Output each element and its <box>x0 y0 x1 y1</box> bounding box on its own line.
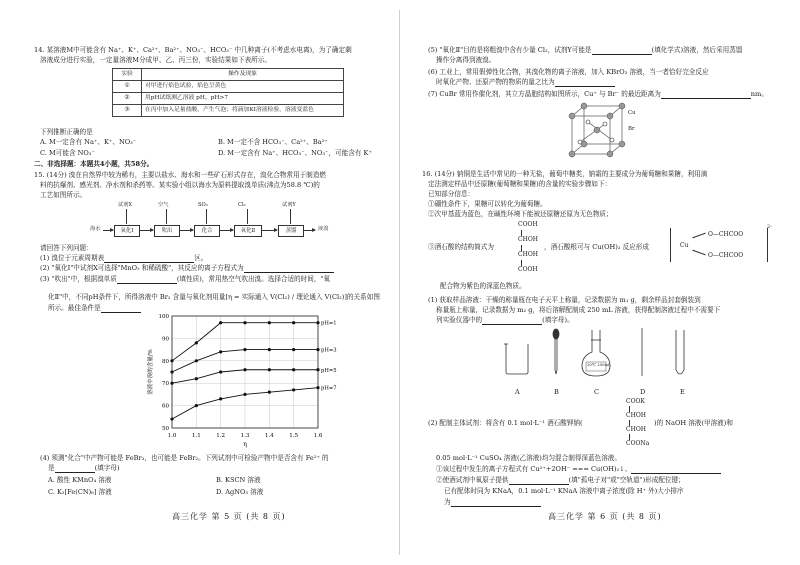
q15-part-5b: 操作分离得到液溴。 <box>436 56 496 64</box>
step-1-line-3: 列实验仪器中的 (填字母)。 <box>436 316 574 324</box>
answer-blank[interactable] <box>592 47 652 55</box>
series-label: pH=7 <box>321 385 337 392</box>
step-2-tail: )的 NaOH 溶液(甲溶液)和 <box>654 419 733 427</box>
x-tick-label: 1.3 <box>240 433 250 439</box>
flow-step-oxidation-1: 氧化Ⅰ <box>114 225 140 237</box>
known-3-mid: ，酒石酸根可与 Cu(OH)₂ 反应形成 <box>544 243 649 251</box>
y-tick-label: 90 <box>162 336 169 343</box>
answer-blank[interactable] <box>244 265 334 273</box>
flow-step-blow: 吹出 <box>154 225 180 237</box>
step-1-line-2: 称量瓶上称量，记录数据为 m₂ g，将后溶解配制成 250 mL 溶液，获得配制溶液过程中不需要下 <box>436 306 721 314</box>
table-row: ③ 在丙中加入足量盐酸，产生气泡；将滴加KI溶液检验，溶液变蓝色 <box>113 105 344 117</box>
step-1-line-1: (1) 获取样品溶液：干燥的称量瓶在电子天平上称量，记录数据为 m₁ g，剩余样品封套倒装到 <box>428 296 701 304</box>
table-header-cell: 操作及现象 <box>142 69 344 81</box>
data-point <box>292 321 295 324</box>
step-2-item-1: ①该过程中发生的离子方程式有 Cu²⁺+2OH⁻ === Cu(OH)₂↓、 <box>436 465 721 474</box>
q14-text-1: 14. 某溶液M中可能含有 Na⁺、K⁺、Ca²⁺、Ba²⁺、NO₃⁻、HCO₃⁻ 中几种离子(不考虑水电离)，为了确定剩 <box>34 46 352 54</box>
crystal-label-cu: Cu <box>628 110 636 116</box>
data-point <box>195 404 198 407</box>
answer-blank[interactable] <box>117 276 177 284</box>
x-tick-label: 1.6 <box>313 433 323 439</box>
y-tick-label: 100 <box>158 314 169 320</box>
answer-blank[interactable] <box>509 477 569 485</box>
page-footer: 高三化学 第 6 页 (共 8 页) <box>548 512 662 521</box>
step-2-line-1: (2) 配制主体试剂：将含有 0.1 mol·L⁻¹ 酒石酸钾钠( <box>428 419 583 427</box>
table-row: ① 对甲进行焰色试验，焰色呈黄色 <box>113 81 344 93</box>
q15-text-1: 15. (14分) 溴在自然界中较为稀有，主要以盐水、海水和一些矿石形式存在，溴化合物常用于制造燃 <box>34 171 326 179</box>
flow-label: 试剂Y <box>282 202 296 208</box>
flow-feed-line <box>126 209 127 224</box>
known-1: ①硼性条件下，果糖可以转化为葡萄糖。 <box>428 200 547 208</box>
series-label: pH=1 <box>321 320 337 327</box>
q15-part-3c: 化Ⅱ"中，不同pH条件下，所得溶液中 Br₂ 含量与氧化剂用量[η = 实际通入 V(Cl₂) / 理论通入 V(Cl₂)]的关系如图 <box>48 293 380 301</box>
q15-option-d: D. AgNO₃ 溶液 <box>216 488 264 496</box>
q15-part-6b: 时氧化产物、还原产物的物质的量之比为 <box>436 78 615 87</box>
series-label: pH=5 <box>321 367 337 374</box>
flow-feed-line <box>290 209 291 224</box>
q15-option-c: C. K₃[Fe(CN)₆] 溶液 <box>48 488 112 496</box>
data-point <box>268 321 271 324</box>
flow-step-combine: 化合 <box>194 225 220 237</box>
instrument-label-b: B <box>554 388 559 396</box>
known-3-tail: 配合物为紫色的深蓝色物质。 <box>440 282 526 290</box>
page-footer: 高三化学 第 5 页 (共 8 页) <box>172 512 286 521</box>
answer-blank[interactable] <box>55 465 95 473</box>
answer-blank[interactable] <box>661 91 751 99</box>
x-tick-label: 1.0 <box>167 433 177 439</box>
flow-step-oxidation-2: 氧化Ⅱ <box>234 225 262 237</box>
data-point <box>170 382 173 385</box>
data-point <box>219 321 222 324</box>
x-tick-label: 1.2 <box>216 433 226 439</box>
data-point <box>292 368 295 371</box>
instrument-label-e: E <box>680 388 685 396</box>
x-tick-label: 1.4 <box>264 433 274 439</box>
right-page: (5) "氧化Ⅱ"目的是将粗溴中含有少量 Cl₂，试剂Y可能是 (填化学式)溶液，然后采用蒸馏 操作分离得到液溴。 (6) 工业上，常用假弹性化合物，其溴化物的离子溶液，加入 KBrO₃ 溶液，当一者恰好完全反应 时氧化产物、还原产物的物质的量之比为 (7) CuBr 常用作催化剂，其立方晶胞结构如图所示，Cu⁺ 与 Br⁻ 的最近距离为 nm。 Cu Br 16. (14分) 钠铜是生活中常见的一种无盐，葡萄中糖类，钠霜的主要成分为葡萄糖和果糖，利用滴 定法测定样品中还原糖(葡萄糖和果糖)的含量的实验步骤如下： 已知部分信息： ①硼性条件下，果糖可以转化为葡萄糖。 ②次甲基蓝为蓝色，在碱性环境下能被还原糖还原为无色物质； COOH CHOH CHOH COOH ③酒石酸的结构简式为 ，酒石酸根可与 Cu(OH)₂ 反应形成 Cu O—CHCOO O—CHCOO 2- 配合物为紫色的深蓝色物质。 (1) 获取样品溶液：干燥的称量瓶在电子天平上称量，记录数据为 m₁ g，剩余样品封套倒装到 称量瓶上称量，记录数据为 m₂ g，将后溶解配制成 250 mL 溶液，获得配制溶液过程中不需要下 列实验仪器中的 (填字母)。 20℃ 250mL A B C D E COOK CHOH CHOH COONa (2) 配制主体试剂：将含有 0.1 mol·L⁻¹ 酒石酸钾钠( )的 NaOH 溶液(甲溶液)和 0.05 mol·L⁻¹ CuSO₄ 溶液(乙溶液)均匀混合制得深蓝色溶液。 ①该过程中发生的离子方程式有 Cu²⁺+2OH⁻ === Cu(OH)₂↓、 ②使酒试剂中氧原子提供 (填"孤电子对"或"空轨道")形成配位键； 已有配体时同为 KNaA，0.1 mol·L⁻¹ KNaA 溶液中离子浓度(除 H⁺ 外)大小排序 为 高三化学 第 6 页 (共 8 页) <box>422 46 772 521</box>
flow-end: 液溴 <box>318 226 329 232</box>
flow-arrow <box>261 230 277 231</box>
data-point <box>219 350 222 353</box>
data-point <box>316 348 319 351</box>
data-point <box>268 391 271 394</box>
flow-label: 试剂X <box>118 202 133 208</box>
q16-text-1: 16. (14分) 钠铜是生活中常见的一种无盐，葡萄中糖类，钠霜的主要成分为葡萄糖和果糖，利用滴 <box>422 170 708 178</box>
flask-label: 20℃ 250mL <box>587 362 611 367</box>
data-point <box>170 417 173 420</box>
q15-part-2: (2) "氧化Ⅰ"中试剂X可选择"MnO₂ 和稀硫酸"，其反应的离子方程式为 <box>40 264 334 273</box>
x-tick-label: 1.1 <box>191 433 201 439</box>
data-point <box>268 348 271 351</box>
flow-label: Cl₂ <box>238 202 246 208</box>
flow-feed-line <box>206 209 207 224</box>
x-tick-label: 1.5 <box>289 433 299 439</box>
data-point <box>195 359 198 362</box>
q15-part-1: (1) 溴位于元素周期表 区。 <box>40 254 208 262</box>
step-2-line-2: 0.05 mol·L⁻¹ CuSO₄ 溶液(乙溶液)均匀混合制得深蓝色溶液。 <box>436 454 621 462</box>
data-point <box>243 348 246 351</box>
data-point <box>195 341 198 344</box>
data-point <box>243 393 246 396</box>
instrument-label-d: D <box>640 388 646 396</box>
answer-blank[interactable] <box>631 466 721 474</box>
data-point <box>219 370 222 373</box>
y-tick-label: 80 <box>162 358 169 365</box>
section-2-heading: 二、非选择题：本题共4小题，共58分。 <box>34 160 154 168</box>
instrument-label-c: C <box>594 388 600 396</box>
q14-ask: 下列推断正确的是 <box>40 128 93 136</box>
table-row: ② 用pH试纸测乙溶液 pH，pH>7 <box>113 93 344 105</box>
q14-option-b: B. M一定不含 HCO₃⁻、Ca²⁺、Ba²⁺ <box>218 138 328 146</box>
flow-label: SO₂ <box>198 202 208 208</box>
q15-part-6: (6) 工业上，常用假弹性化合物，其溴化物的离子溶液，加入 KBrO₃ 溶液，当一者恰好完全反应 <box>428 68 709 76</box>
q15-part-4b: 是 (填字母) <box>48 464 120 472</box>
q15-part-3d: 所示。最佳条件是 <box>48 304 141 313</box>
q15-option-a: A. 酸性 KMnO₄ 溶液 <box>48 476 112 484</box>
data-point <box>170 359 173 362</box>
data-point <box>316 321 319 324</box>
instrument-label-a: A <box>515 388 520 396</box>
q14-option-c: C. M可能含 NO₃⁻ <box>40 149 95 157</box>
data-point <box>316 386 319 389</box>
q14-option-a: A. M一定含有 Na⁺、K⁺、NO₃⁻ <box>40 138 137 146</box>
y-tick-label: 70 <box>162 381 169 388</box>
flow-arrow <box>139 230 153 231</box>
q15-text-2: 料的抗爆剂、感光剂、净水剂和杀药等。某实验小组以海水为原料提取溴单质(沸点为58.8 ℃)的 <box>40 181 320 189</box>
step-2-item-3: 已有配体时同为 KNaA，0.1 mol·L⁻¹ KNaA 溶液中离子浓度(除 H⁺ 外)大小排序 <box>444 487 684 495</box>
crystal-label-br: Br <box>628 126 635 132</box>
data-point <box>268 368 271 371</box>
known-2: ②次甲基蓝为蓝色，在碱性环境下能被还原糖还原为无色物质； <box>428 210 613 218</box>
q14-text-2: 溶液成分进行实验，一定量溶液M分成甲、乙、丙三份，实验结果如下表所示。 <box>40 56 271 64</box>
y-axis-label: 溶液中溴的含量/% <box>148 349 154 395</box>
series-label: pH=3 <box>321 347 337 354</box>
q15-ask: 请回答下列问题： <box>40 244 93 252</box>
step-2-item-2: ②使酒试剂中氧原子提供 (填"孤电子对"或"空轨道")形成配位键； <box>436 476 685 484</box>
q15-text-3: 工艺如图所示。 <box>40 191 87 199</box>
flow-arrow <box>103 230 113 231</box>
flow-arrow <box>179 230 193 231</box>
data-point <box>292 348 295 351</box>
data-point <box>170 370 173 373</box>
data-point <box>292 388 295 391</box>
data-point <box>316 368 319 371</box>
known-3: ③酒石酸的结构简式为 <box>428 243 494 251</box>
data-point <box>243 368 246 371</box>
answer-blank[interactable] <box>104 255 194 263</box>
flow-step-distill: 蒸馏 <box>278 225 304 237</box>
bromine-content-chart <box>140 310 350 450</box>
experiment-table <box>112 68 344 117</box>
data-point <box>195 377 198 380</box>
q15-part-3a: (3) "吹出"中，根据溴单质 (填性质)，常用热空气吹出溴。选择合适的时间，"氧 <box>40 275 331 283</box>
known-info: 已知部分信息： <box>428 190 475 198</box>
answer-blank[interactable] <box>451 499 541 507</box>
q15-part-4a: (4) 须测"化合"中产物可能是 FeBr₃，也可能是 FeBr₂。下列试剂中可检验产物中是否含有 Fe²⁺ 的 <box>40 454 329 462</box>
lab-instruments <box>500 326 700 384</box>
flow-label: 空气 <box>158 202 169 208</box>
q15-part-5: (5) "氧化Ⅱ"目的是将粗溴中含有少量 Cl₂，试剂Y可能是 (填化学式)溶液，然后采用蒸馏 <box>428 46 743 54</box>
q15-option-b: B. KSCN 溶液 <box>216 476 261 484</box>
table-header-cell: 实验 <box>113 69 142 81</box>
flow-feed-line <box>247 209 248 224</box>
answer-blank[interactable] <box>482 317 542 325</box>
q14-option-d: D. M一定含有 Na⁺、HCO₃⁻、NO₃⁻，可能含有 K⁺ <box>218 149 372 157</box>
flow-start: 海水 <box>90 226 101 232</box>
data-point <box>243 321 246 324</box>
q16-text-2: 定法测定样品中还原糖(葡萄糖和果糖)的含量的实验步骤如下： <box>428 180 612 188</box>
beaker-icon <box>506 344 528 374</box>
y-tick-label: 60 <box>162 403 169 410</box>
answer-blank[interactable] <box>555 79 615 87</box>
answer-blank[interactable] <box>101 305 141 313</box>
q15-part-7: (7) CuBr 常用作催化剂，其立方晶胞结构如图所示，Cu⁺ 与 Br⁻ 的最近距离为 nm。 <box>428 90 768 98</box>
step-2-item-4: 为 <box>444 498 541 507</box>
flow-feed-line <box>166 209 167 224</box>
flow-arrow <box>219 230 233 231</box>
data-point <box>219 397 222 400</box>
y-tick-label: 50 <box>162 426 169 432</box>
x-axis-label: η <box>243 441 247 448</box>
flow-arrow <box>303 230 315 231</box>
